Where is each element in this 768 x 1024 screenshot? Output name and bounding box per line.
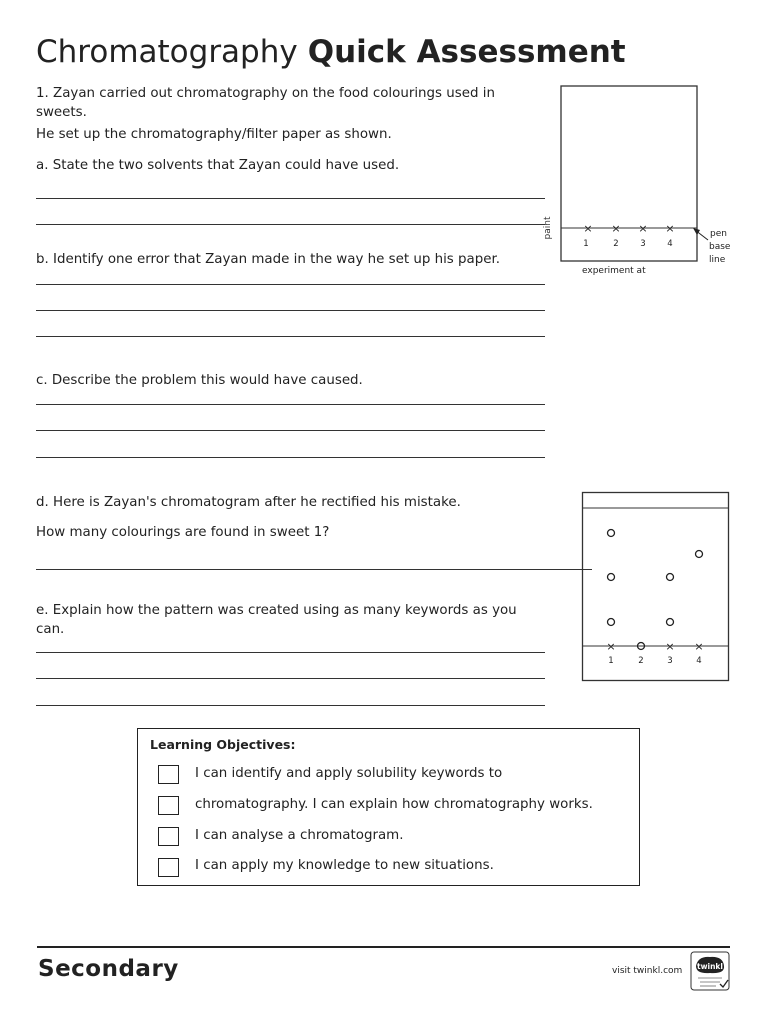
chrom-lane-label-3: 3	[667, 656, 673, 666]
title-bold: Quick Assessment	[307, 34, 626, 70]
spot-lane1-bottom	[608, 619, 615, 626]
lane-label-4: 4	[667, 239, 673, 249]
answer-line-b3[interactable]	[36, 336, 545, 337]
objective-text-3: I can analyse a chromatogram.	[195, 828, 404, 843]
question-a: a. State the two solvents that Zayan could have used.	[36, 158, 400, 173]
page-title	[36, 34, 626, 70]
answer-line-c1[interactable]	[36, 404, 545, 405]
base-cross-1: ×	[606, 640, 616, 653]
sample-cross-2: ×	[611, 222, 621, 235]
footer-link[interactable]: visit twinkl.com	[612, 966, 683, 976]
spot-lane1-top	[608, 530, 615, 537]
spot-lane3-lower	[667, 619, 674, 626]
answer-line-c2[interactable]	[36, 430, 545, 431]
lane-label-1: 1	[583, 239, 589, 249]
lane-label-2: 2	[613, 239, 619, 249]
answer-line-e2[interactable]	[36, 678, 545, 679]
answer-line-a1[interactable]	[36, 198, 545, 199]
setup-diagram	[540, 80, 740, 280]
spot-lane4	[696, 551, 703, 558]
chrom-lane-label-2: 2	[638, 656, 644, 666]
objective-text-1: I can identify and apply solubility keywords to	[195, 766, 503, 781]
learning-objectives-title: Learning Objectives:	[150, 737, 296, 752]
chrom-lane-label-4: 4	[696, 656, 702, 666]
logo-text: twinkl	[697, 962, 723, 971]
spot-lane1-middle	[608, 574, 615, 581]
answer-line-e3[interactable]	[36, 705, 545, 706]
objective-text-2: chromatography. I can explain how chromatography works.	[195, 797, 593, 812]
footer-brand: Secondary	[38, 956, 179, 982]
chromatogram-paper	[583, 493, 729, 681]
paint-label: paint	[543, 216, 553, 240]
objective-checkbox-3[interactable]	[158, 827, 179, 846]
arrow-icon	[693, 228, 708, 240]
question-c: c. Describe the problem this would have caused.	[36, 373, 363, 388]
spot-lane3-upper	[667, 574, 674, 581]
filter-paper	[561, 86, 697, 261]
learning-objectives-box	[137, 728, 640, 886]
question-d-1: d. Here is Zayan's chromatogram after he rectified his mistake.	[36, 495, 461, 510]
sample-cross-1: ×	[583, 222, 593, 235]
question-d-2: How many colourings are found in sweet 1?	[36, 525, 330, 540]
sample-cross-3: ×	[638, 222, 648, 235]
question-e: e. Explain how the pattern was created using as many keywords as you can.	[36, 603, 517, 637]
title-light: Chromatography	[36, 34, 298, 70]
answer-line-b1[interactable]	[36, 284, 545, 285]
base-cross-4: ×	[694, 640, 704, 653]
objective-checkbox-4[interactable]	[158, 858, 179, 877]
answer-line-d1[interactable]	[36, 569, 592, 570]
twinkl-logo-icon	[690, 951, 730, 991]
question-intro-2: He set up the chromatography/filter paper as shown.	[36, 127, 392, 142]
diagram-caption: experiment at	[582, 266, 646, 276]
answer-line-b2[interactable]	[36, 310, 545, 311]
spots	[608, 530, 703, 650]
base-cross-3: ×	[665, 640, 675, 653]
footer-divider	[37, 946, 730, 948]
objective-checkbox-2[interactable]	[158, 796, 179, 815]
annotation-base: base	[709, 242, 731, 252]
question-b: b. Identify one error that Zayan made in the way he set up his paper.	[36, 252, 501, 267]
answer-line-a2[interactable]	[36, 224, 545, 225]
objective-checkbox-1[interactable]	[158, 765, 179, 784]
annotation-line: line	[709, 255, 726, 265]
question-intro-1: 1. Zayan carried out chromatography on the food colourings used in sweets.	[36, 86, 495, 120]
lane-label-3: 3	[640, 239, 646, 249]
answer-line-c3[interactable]	[36, 457, 545, 458]
answer-line-e1[interactable]	[36, 652, 545, 653]
objective-text-4: I can apply my knowledge to new situations.	[195, 858, 494, 873]
annotation-pen: pen	[710, 229, 727, 239]
chromatogram-diagram	[580, 490, 732, 684]
sample-cross-4: ×	[665, 222, 675, 235]
chrom-lane-label-1: 1	[608, 656, 614, 666]
